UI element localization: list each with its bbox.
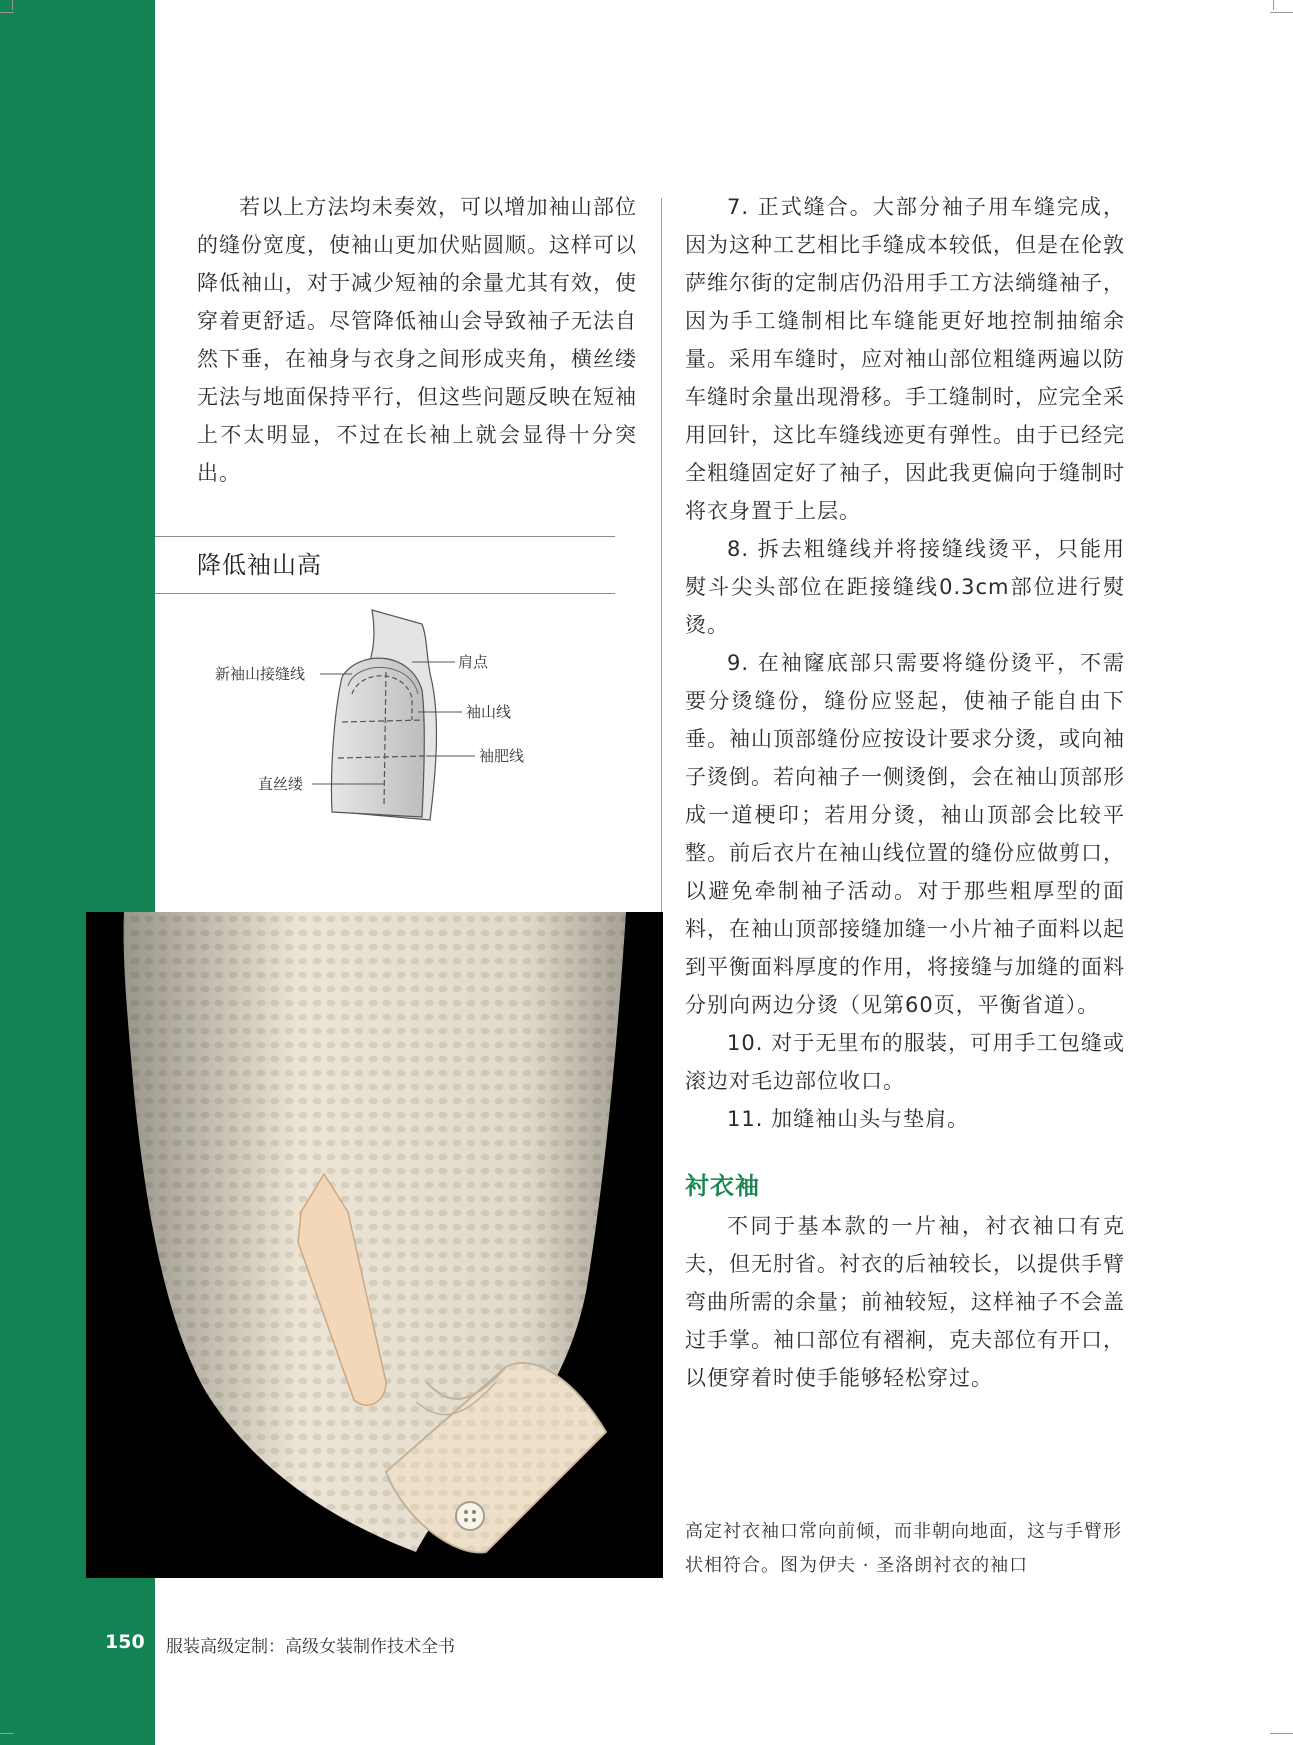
label-cap-line: 袖山线 [466,703,512,721]
crop-mark [0,12,14,13]
step-11: 11. 加缝袖山头与垫肩。 [727,1107,970,1131]
section-rule-top [155,536,615,537]
label-straight-grain: 直丝缕 [258,775,304,793]
shirt-sleeve-paragraph: 不同于基本款的一片袖，衬衣袖口有克夫，但无肘省。衬衣的后袖较长，以提供手臂弯曲所需的余量；前袖较短，这样袖子不会盖过手掌。袖口部位有褶裥，克夫部位有开口，以便穿着时使手能够轻松穿过。 [685,1214,1125,1390]
shirt-sleeve-text [685,1207,1125,1397]
crop-mark [12,0,13,10]
crop-mark [1273,0,1274,10]
section-heading-shirt-sleeve: 衬衣袖 [685,1172,760,1200]
step-7: 7. 正式缝合。大部分袖子用车缝完成，因为这种工艺相比手缝成本较低，但是在伦敦萨维尔街的定制店仍沿用手工方法绱缝袖子，因为手工缝制相比车缝能更好地控制抽缩余量。采用车缝时，应对袖山部位粗缝两遍以防车缝时余量出现滑移。手工缝制时，应完全采用回针，这比车缝线迹更有弹性。由于已经完全粗缝固定好了袖子，因此我更偏向于缝制时将衣身置于上层。 [685,195,1125,523]
right-column [685,188,1125,1138]
cuff-button [456,1502,484,1530]
crop-mark [1270,12,1293,13]
left-paragraph: 若以上方法均未奏效，可以增加袖山部位的缝份宽度，使袖山更加伏贴圆顺。这样可以降低袖山，对于减少短袖的余量尤其有效，使穿着更舒适。尽管降低袖山会导致袖子无法自然下垂，在袖身与衣身之间形成夹角，横丝缕无法与地面保持平行，但这些问题反映在短袖上不太明显，不过在长袖上就会显得十分突出。 [197,195,637,485]
sleeve-shape [331,658,424,817]
column-divider [661,198,662,913]
step-8: 8. 拆去粗缝线并将接缝线烫平，只能用熨斗尖头部位在距接缝线0.3cm部位进行熨烫。 [685,537,1125,637]
sleeve-cap-diagram [200,602,560,827]
book-title: 服装高级定制：高级女装制作技术全书 [166,1637,455,1657]
shirt-cuff-photo [86,912,663,1578]
label-shoulder-point: 肩点 [458,653,489,671]
page-number: 150 [105,1631,145,1653]
step-10: 10. 对于无里布的服装，可用手工包缝或滚边对毛边部位收口。 [685,1031,1125,1093]
crop-mark [1270,1733,1293,1734]
label-bicep-line: 袖肥线 [479,747,525,765]
section-rule-bottom [155,593,615,594]
step-9: 9. 在袖窿底部只需要将缝份烫平，不需要分烫缝份，缝份应竖起，使袖子能自由下垂。袖山顶部缝份应按设计要求分烫，或向袖子烫倒。若向袖子一侧烫倒，会在袖山顶部形成一道梗印；若用分烫，袖山顶部会比较平整。前后衣片在袖山线位置的缝份应做剪口，以避免牵制袖子活动。对于那些粗厚型的面料，在袖山顶部接缝加缝一小片袖子面料以起到平衡面料厚度的作用，将接缝与加缝的面料分别向两边分烫（见第60页，平衡省道）。 [685,651,1125,1017]
diagram-title: 降低袖山高 [197,551,322,579]
crop-mark [0,1733,14,1734]
label-new-seam: 新袖山接缝线 [215,665,306,683]
photo-caption: 高定衬衣袖口常向前倾，而非朝向地面，这与手臂形状相符合。图为伊夫 · 圣洛朗衬衣的袖口 [685,1521,1122,1576]
left-column [197,188,637,492]
